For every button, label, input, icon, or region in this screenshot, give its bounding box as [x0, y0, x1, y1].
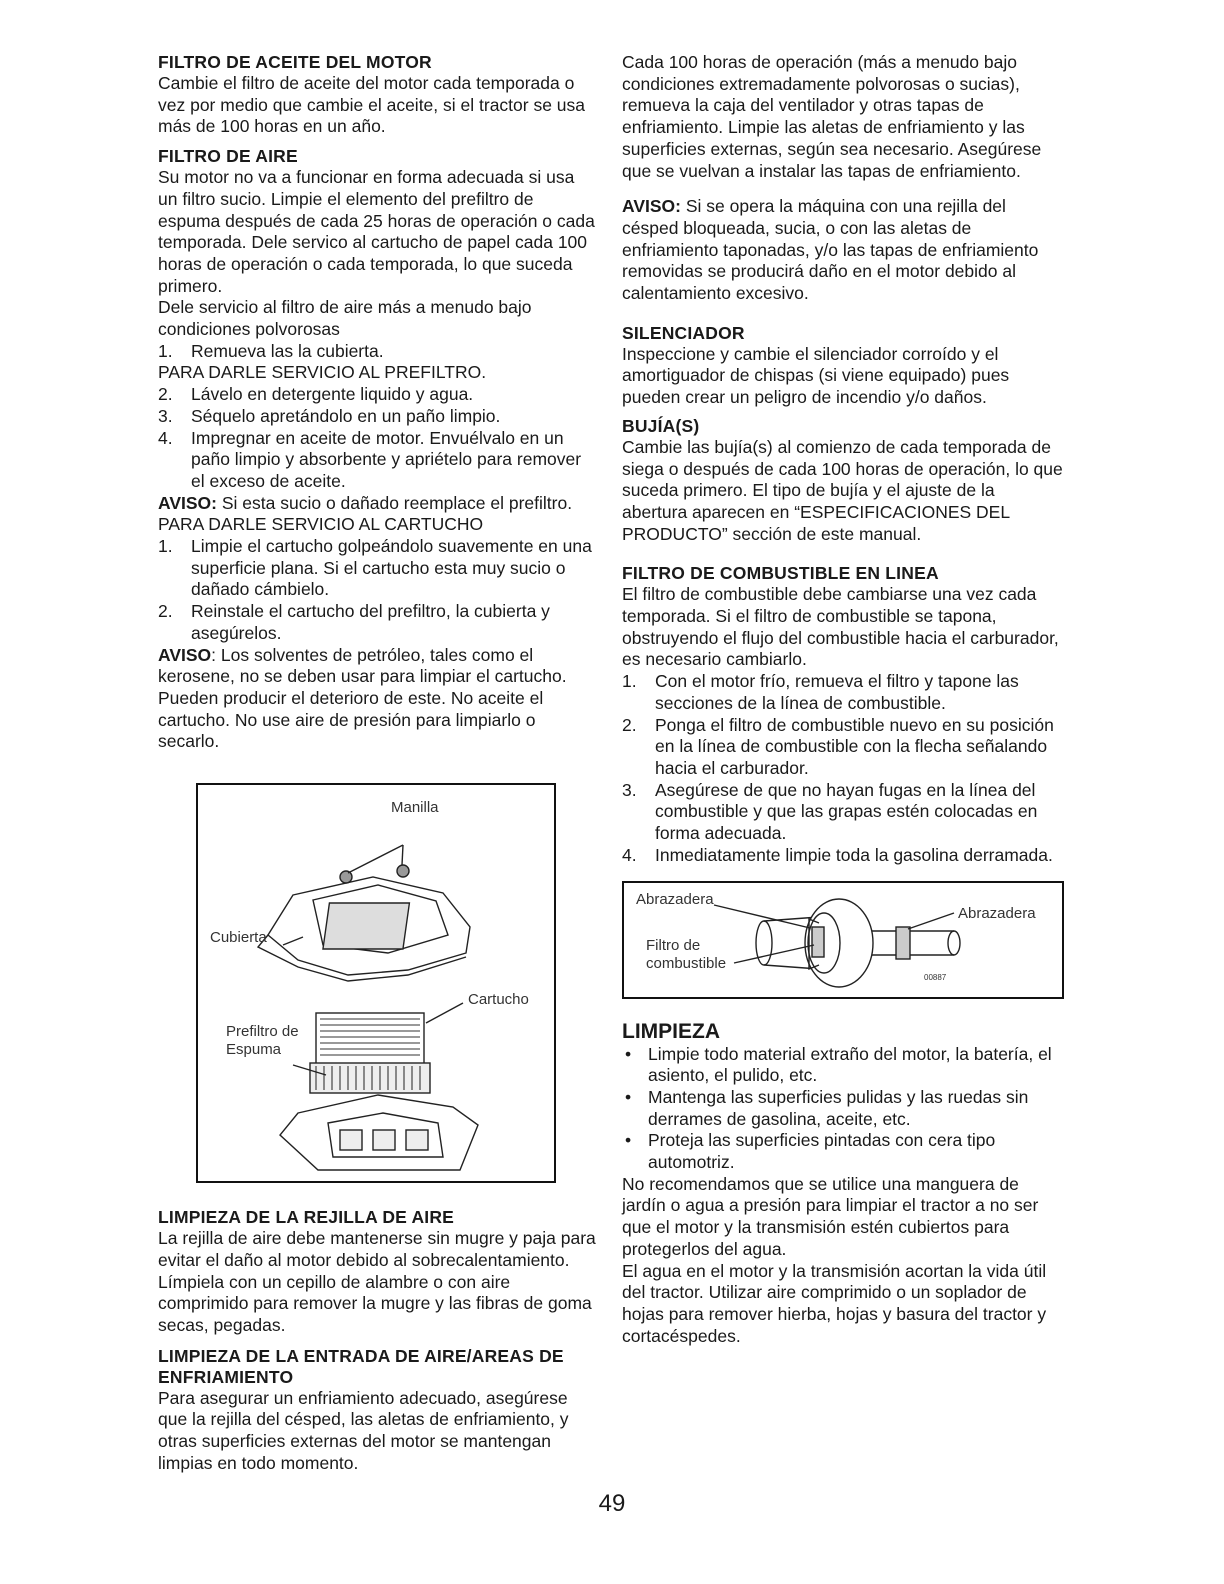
air-filter-text: Su motor no va a funcionar en forma adecuada si usa un filtro sucio. Limpie el elemento del prefiltro de espuma después de cada 25 horas de operación o cada temporada. Dele servico al cartucho de papel cada 100 horas de operación o cada temporada, lo que suceda primero. [158, 167, 595, 296]
page-number: 49 [598, 1490, 626, 1517]
fuel-filter-figure [622, 881, 1064, 999]
prefilter-steps [158, 384, 596, 493]
handle-knob-right [397, 865, 409, 877]
grille-heading: LIMPIEZA DE LA REJILLA DE AIRE [158, 1207, 455, 1228]
spark-plugs-heading: BUJÍA(S) [622, 415, 700, 436]
handle-knob-left [340, 871, 352, 883]
muffler-heading: SILENCIADOR [622, 322, 745, 343]
figure-code: 00887 [924, 972, 947, 982]
fuel-filter-text: El filtro de combustible debe cambiarse una vez cada temporada. Si el filtro de combustible se tapona, obstruyendo el flujo del combustible hacia el carburador, es necesario cambiarlo. [622, 584, 1059, 670]
list-item: 4. Inmediatamente limpie toda la gasolina derramada. [622, 844, 1053, 865]
cartridge-steps [158, 536, 596, 645]
air-filter-diagram [198, 785, 554, 1181]
cleaning-text-2: El agua en el motor y la transmisión acortan la vida útil del tractor. Utilizar aire comprimido o un soplador de hojas para remover hierba, hojas y basura del tractor y cortacéspedes. [622, 1260, 1047, 1346]
label-fuel-filter-1: Filtro de [646, 936, 701, 954]
fuel-filter-steps [622, 671, 1064, 866]
grille-text: La rejilla de aire debe mantenerse sin mugre y paja para evitar el daño al motor debido al sobrecalentamiento. Límpiela con un cepillo de alambre o con aire comprimido para remover la mugre y las fibras de goma secas, pegadas. [158, 1228, 596, 1335]
list-item: 2. Ponga el filtro de combustible nuevo en su posición en la línea de combustible con la flecha señalando hacia el carburador. [622, 714, 1054, 778]
label-clamp-left: Abrazadera [636, 890, 714, 908]
cleaning-heading: LIMPIEZA [622, 1019, 720, 1043]
air-filter-step1 [158, 341, 596, 363]
oil-filter-heading: FILTRO DE ACEITE DEL MOTOR [158, 52, 432, 72]
list-item: 2. Lávelo en detergente liquido y agua. [158, 384, 474, 405]
label-fuel-filter-2: combustible [646, 954, 727, 972]
spark-plugs-text: Cambie las bujía(s) al comienzo de cada temporada de siega o después de cada 100 horas de operación, lo que suceda primero. El tipo de bujía y el ajuste de la abertura aparecen en “ESPECIFICACIONES DEL PRODUCTO” sección de este manual. [622, 436, 1063, 544]
intake-heading: LIMPIEZA DE LA ENTRADA DE AIRE/AREAS DE ENFRIAMIENTO [158, 1345, 564, 1387]
list-item: • Proteja las superficies pintadas con cera tipo automotriz. [625, 1130, 996, 1173]
air-filter-text-2: Dele servicio al filtro de aire más a menudo bajo condiciones polvorosas [158, 297, 532, 340]
intake-continued-text: Cada 100 horas de operación (más a menudo bajo condiciones extremadamente polvorosas o sucias), remueva la caja del ventilador y otras tapas de enfriamiento. Limpie las aletas de enfriamiento y las superficies externas, según sea necesario. Asegúrese que se vuelvan a instalar las tapas de enfriamiento. [622, 52, 1042, 181]
notice-overheating: AVISO: Si se opera la máquina con una rejilla del césped bloqueada, sucia, o con las aletas de enfriamiento taponadas, y/o las tapas de enfriamiento removidas se producirá daño en el motor debido al calentamiento excesivo. [622, 196, 1039, 304]
list-item: • Mantenga las superficies pulidas y las ruedas sin derrames de gasolina, aceite, etc. [625, 1086, 1029, 1129]
prefilter-heading: PARA DARLE SERVICIO AL PREFILTRO. [158, 362, 487, 383]
list-item: 1. Con el motor frío, remueva el filtro y tapone las secciones de la línea de combustible. [622, 671, 1019, 713]
list-item: 4. Impregnar en aceite de motor. Envuélvalo en un paño limpio y absorbente y apriételo para remover el exceso de aceite. [158, 427, 582, 491]
notice-solvents: AVISO: Los solventes de petróleo, tales como el kerosene, no se deben usar para limpiar el cartucho. Pueden producir el deterioro de este. No aceite el cartucho. No use aire de presión para limpiarlo o secarlo. [158, 644, 567, 752]
clamp-right [896, 927, 910, 959]
left-column [158, 52, 596, 1474]
cleaning-text-1: No recomendamos que se utilice una manguera de jardín o agua a presión para limpiar el tractor a no ser que el motor y la transmisión estén cubiertos para protegerlos del agua. [622, 1173, 1039, 1259]
notice-prefilter: AVISO: Si esta sucio o dañado reemplace el prefiltro. [158, 492, 573, 513]
list-item: 1. Limpie el cartucho golpeándolo suavemente en una superficie plana. Si el cartucho esta muy sucio o dañado cámbielo. [158, 536, 592, 600]
fuel-filter-heading: FILTRO DE COMBUSTIBLE EN LINEA [622, 563, 939, 584]
intake-text: Para asegurar un enfriamiento adecuado, asegúrese que la rejilla del césped, las aletas de enfriamiento, y otras superficies externas del motor se mantengan limpias en todo momento. [158, 1387, 569, 1473]
list-item: 3. Asegúrese de que no hayan fugas en la línea del combustible y que las grapas estén colocadas en forma adecuada. [622, 779, 1038, 844]
air-filter-heading: FILTRO DE AIRE [158, 146, 298, 167]
label-prefilter-1: Prefiltro de [226, 1023, 299, 1041]
air-filter-figure [196, 783, 556, 1183]
oil-filter-text: Cambie el filtro de aceite del motor cada temporada o vez por medio que cambie el aceite, si el tractor se usa más de 100 horas en un año. [158, 73, 586, 137]
list-item: • Limpie todo material extraño del motor, la batería, el asiento, el pulido, etc. [625, 1043, 1052, 1086]
list-item: 3. Séquelo apretándolo en un paño limpio. [158, 405, 501, 426]
cartridge-heading: PARA DARLE SERVICIO AL CARTUCHO [158, 514, 484, 535]
label-cartridge: Cartucho [468, 991, 529, 1009]
list-item: 1. Remueva las la cubierta. [158, 340, 384, 361]
label-handle: Manilla [391, 799, 439, 817]
list-item: 2. Reinstale el cartucho del prefiltro, la cubierta y asegúrelos. [158, 601, 550, 643]
label-prefilter-2: Espuma [226, 1041, 282, 1059]
cartridge-shape [316, 1013, 424, 1065]
cleaning-bullets [622, 1044, 1064, 1174]
label-cover: Cubierta [210, 929, 267, 947]
right-column [622, 52, 1064, 1347]
muffler-text: Inspeccione y cambie el silenciador corroído y el amortiguador de chispas (si viene equipado) pues pueden crear un peligro de incendio y/o daños. [622, 343, 1010, 408]
label-clamp-right: Abrazadera [958, 904, 1036, 922]
